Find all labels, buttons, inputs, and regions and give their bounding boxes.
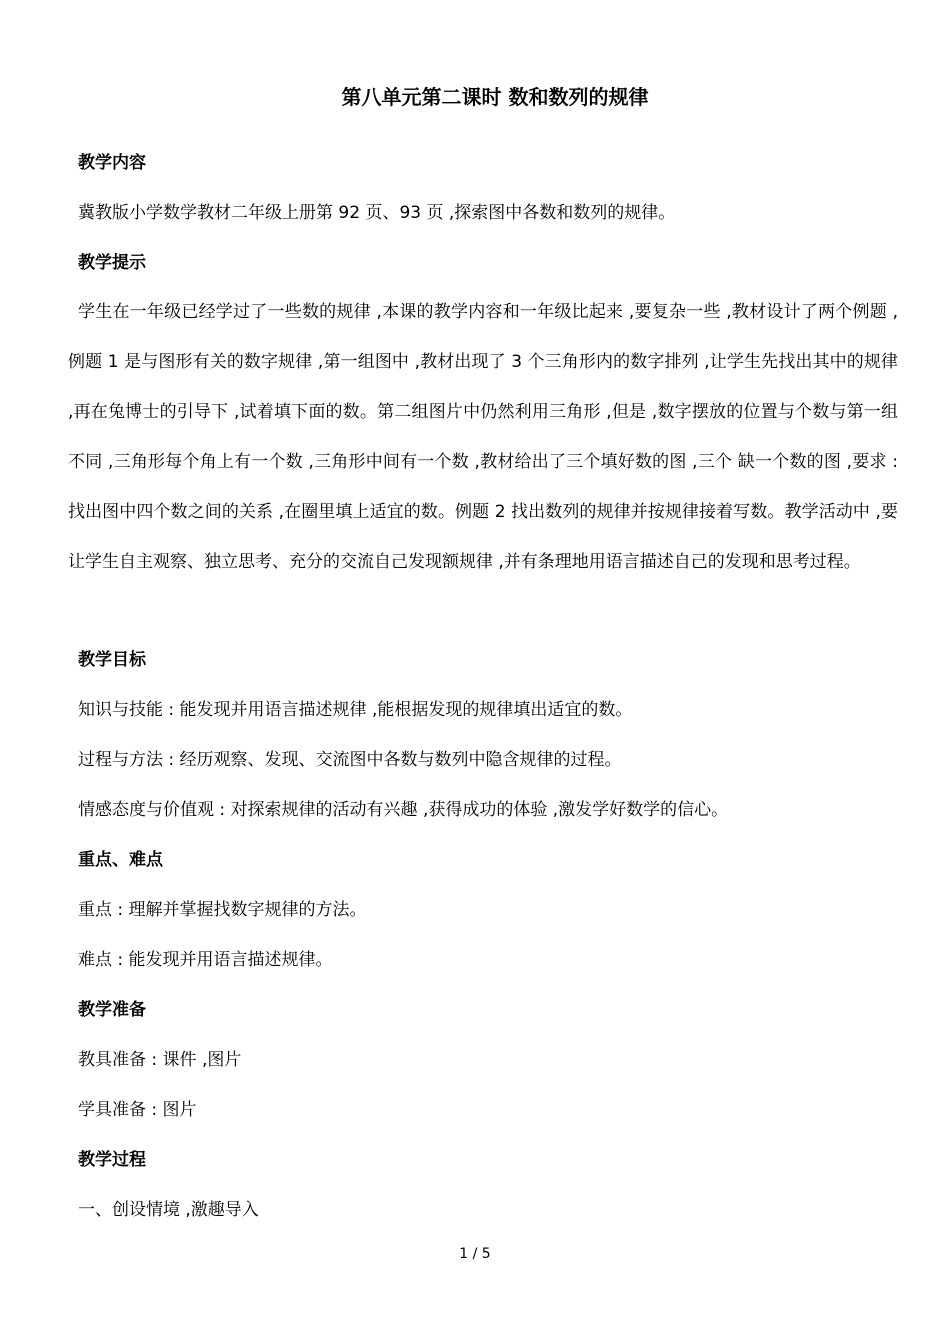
hint-paragraph: 学生在一年级已经学过了一些数的规律 ,本课的教学内容和一年级比起来 ,要复杂一些 ,教材设计了两个例题 ,例题 1 是与图形有关的数字规律 ,第一组图中 ,教材出现了 3 个三角形内的数字排列 ,让学生先找出其中的规律 ,再在兔博士的引导下 ,试着填下面的数。第二组图片中仍然利用三角形 ,但是 ,数字摆放的位置与个数与第一组不同 ,三角形每个角上有一个数 ,三角形中间有一个数 ,教材给出了三个填好数的图 ,三个 缺一个数的图 ,要求 : 找出图中四个数之间的关系 ,在圈里填上适宜的数。例题 2 找出数列的规律并按规律接着写数。教学活动中 ,要让学生自主观察、独立思考、充分的交流自己发现额规律 ,并有条理地用语言描述自己的发现和思考过程。 — [68, 302, 898, 572]
hint-heading: 教学提示 — [78, 253, 146, 273]
difficult-point: 难点 : 能发现并用语言描述规律。 — [78, 950, 333, 970]
page-title: 第八单元第二课时 数和数列的规律 — [341, 85, 649, 109]
goals-heading: 教学目标 — [78, 650, 146, 670]
key-point: 重点 : 理解并掌握找数字规律的方法。 — [78, 900, 367, 920]
content-text: 冀教版小学数学教材二年级上册第 92 页、93 页 ,探索图中各数和数列的规律。 — [78, 203, 676, 223]
goal-attitude: 情感态度与价值观 : 对探索规律的活动有兴趣 ,获得成功的体验 ,激发学好数学的信心。 — [78, 800, 729, 820]
student-prep: 学具准备 : 图片 — [78, 1100, 197, 1120]
content-heading: 教学内容 — [78, 153, 146, 173]
goal-process: 过程与方法 : 经历观察、发现、交流图中各数与数列中隐含规律的过程。 — [78, 750, 622, 770]
process-heading: 教学过程 — [78, 1150, 146, 1170]
process-step-1: 一、创设情境 ,激趣导入 — [78, 1200, 259, 1220]
page-number: 1 / 5 — [459, 1246, 491, 1262]
prep-heading: 教学准备 — [78, 1000, 146, 1020]
key-heading: 重点、难点 — [78, 850, 163, 870]
teacher-prep: 教具准备 : 课件 ,图片 — [78, 1050, 242, 1070]
goal-knowledge: 知识与技能 : 能发现并用语言描述规律 ,能根据发现的规律填出适宜的数。 — [78, 700, 633, 720]
